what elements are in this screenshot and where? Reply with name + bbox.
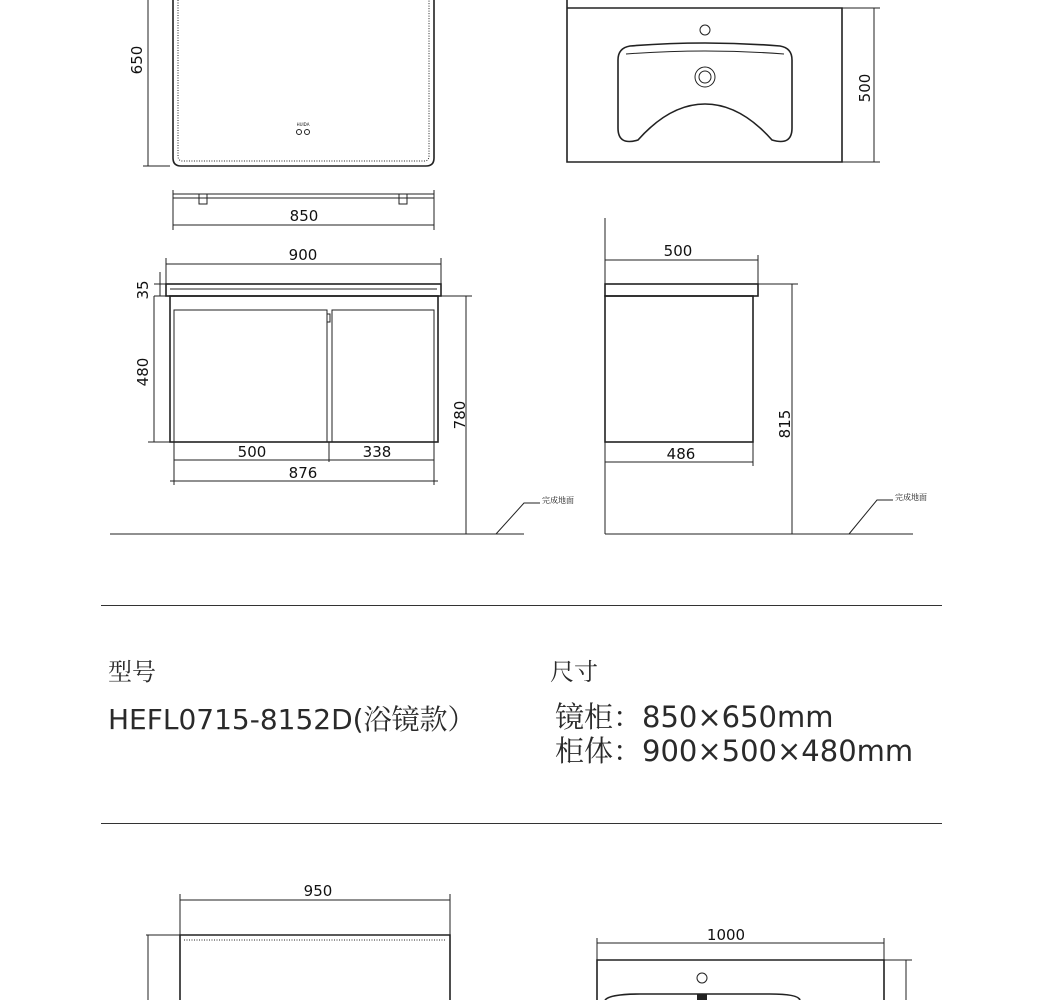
side-body-depth-label: 486	[666, 445, 696, 463]
mirror-bracket-icon	[199, 194, 207, 204]
total-height-label: 780	[451, 400, 469, 430]
faucet-icon	[697, 994, 707, 1000]
side-height-label: 815	[776, 409, 794, 439]
size-heading: 尺寸	[550, 658, 598, 686]
side-cabinet-body	[605, 296, 753, 442]
floor-label: 完成地面	[542, 496, 574, 505]
model-heading: 型号	[108, 658, 156, 686]
mirror-height-label: 650	[128, 45, 146, 75]
touch-switch-icon	[305, 130, 310, 135]
floor-leader-line	[849, 500, 893, 534]
mirror-cabinet-size: 镜柜：850×650mm	[555, 700, 834, 734]
faucet-hole-icon	[697, 973, 707, 983]
cabinet-door-left	[174, 310, 327, 442]
door-handle-icon	[327, 314, 330, 322]
mirror-badge: HUIDA	[296, 122, 310, 127]
next-model-mirror-view	[146, 882, 450, 1000]
touch-switch-icon	[297, 130, 302, 135]
cabinet-body	[170, 296, 438, 442]
basin-top-view	[567, 0, 880, 162]
door-right-width-label: 338	[362, 443, 392, 461]
next-model-basin-view	[597, 926, 912, 1000]
floor-leader-line	[496, 503, 540, 534]
body-height-label: 480	[134, 357, 152, 387]
floor-label: 完成地面	[895, 493, 927, 502]
section-divider-bottom	[101, 823, 942, 824]
model-number: HEFL0715-8152D(浴镜款）	[108, 703, 476, 736]
top-thickness-label: 35	[134, 280, 152, 300]
next-mirror-width-label: 950	[303, 882, 333, 900]
cabinet-width-label: 900	[288, 246, 318, 264]
cabinet-door-right	[332, 310, 434, 442]
basin-depth-label: 500	[856, 73, 874, 103]
door-left-width-label: 500	[237, 443, 267, 461]
cabinet-front-view	[110, 246, 574, 534]
drain-icon	[695, 67, 715, 87]
side-top-depth-label: 500	[663, 242, 693, 260]
side-counter-top	[605, 284, 758, 296]
counter-top	[166, 284, 441, 296]
size-lines	[555, 700, 913, 768]
next-basin-width-label: 1000	[706, 926, 746, 944]
body-width-label: 876	[288, 464, 318, 482]
cabinet-side-view	[605, 218, 927, 534]
section-divider-top	[101, 605, 942, 606]
vanity-cabinet-size: 柜体：900×500×480mm	[555, 734, 914, 768]
mirror-width-label: 850	[289, 207, 319, 225]
basin-bowl	[618, 43, 792, 142]
mirror-bracket-icon	[399, 194, 407, 204]
faucet-hole-icon	[700, 25, 710, 35]
mirror-view	[128, 0, 434, 230]
